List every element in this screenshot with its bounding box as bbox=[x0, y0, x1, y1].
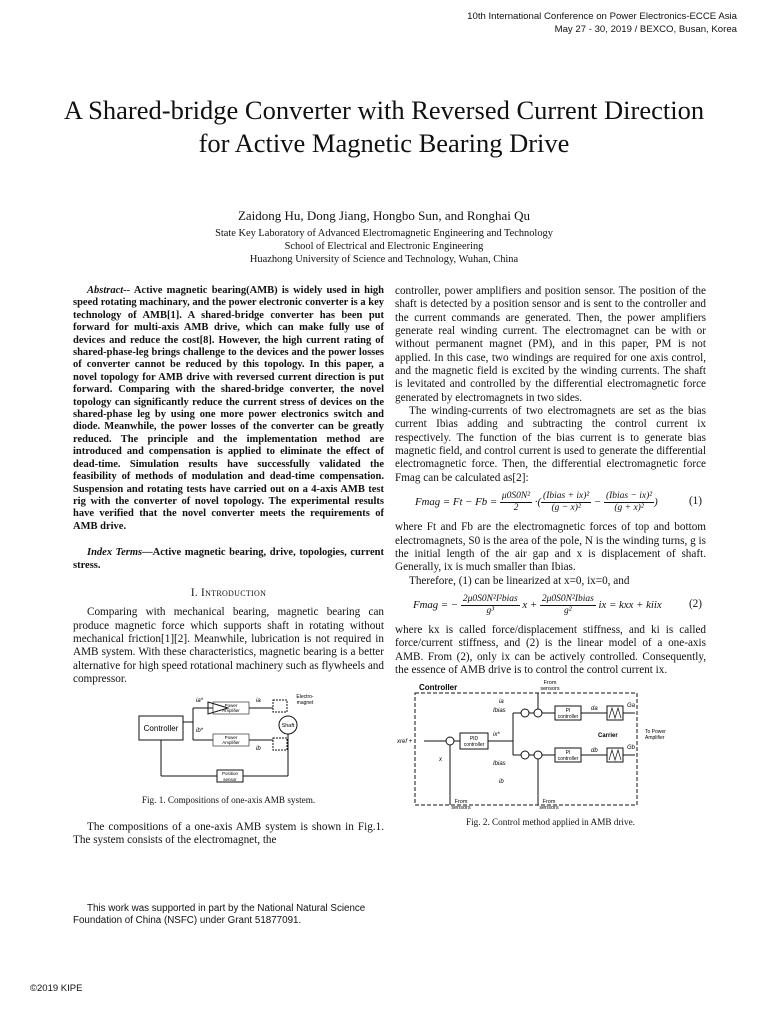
affiliation-line: State Key Laboratory of Advanced Electromagnetic Engineering and Technology bbox=[215, 228, 553, 239]
paper-title: A Shared-bridge Converter with Reversed Current Direction for Active Magnetic Bearing Drive bbox=[63, 95, 705, 158]
intro-paragraph-2: The compositions of a one-axis AMB system is shown in Fig.1. The system consists of the electromagnet, the bbox=[73, 820, 384, 847]
body-paragraph: The winding-currents of two electromagnets are set as the bias current Ibias adding and subtracting the control current ix respectively. The function of the bias current is to generate bias magnetic field, and control current is used to generate the differential electromagnetic force. Then, the differential electromagnetic force Fmag can be calculated as[2]: bbox=[395, 405, 706, 484]
svg-text:Amplifier: Amplifier bbox=[222, 740, 240, 746]
svg-text:xref +: xref + bbox=[397, 739, 413, 746]
svg-text:controller: controller bbox=[557, 756, 579, 763]
sum-junction-icon bbox=[446, 737, 454, 745]
svg-text:Power: Power bbox=[224, 735, 238, 741]
sum-junction-icon bbox=[534, 709, 542, 717]
body-paragraph: Therefore, (1) can be linearized at x=0, ix=0, and bbox=[409, 574, 630, 587]
svg-text:PID: PID bbox=[469, 736, 479, 743]
svg-text:Ibias: Ibias bbox=[493, 761, 506, 768]
svg-text:da: da bbox=[591, 706, 598, 713]
svg-text:ia*: ia* bbox=[196, 698, 204, 705]
svg-text:Ga: Ga bbox=[627, 703, 636, 710]
svg-text:ix*: ix* bbox=[493, 732, 500, 739]
eq1-lhs: Fmag = Ft − Fb = bbox=[415, 496, 498, 509]
affiliation-line: School of Electrical and Electronic Engineering bbox=[284, 241, 484, 252]
svg-text:sensors: sensors bbox=[540, 686, 560, 693]
eq2-lhs: Fmag = − bbox=[413, 598, 459, 611]
svg-text:magnet: magnet bbox=[296, 700, 314, 707]
right-column bbox=[395, 285, 706, 830]
svg-text:x: x bbox=[439, 757, 442, 764]
equation-2: Fmag = − $\frac{\text{2μ0S0N²I²bias}}{\text{g³}}$ x + $\frac{\text{2μ0S0N²Ibias}}{\text{g²}}$ ix = kxx + kiix (2) bbox=[413, 593, 702, 616]
amb-system-diagram bbox=[73, 694, 384, 792]
equation-2-number: (2) bbox=[688, 597, 702, 610]
svg-text:PI: PI bbox=[565, 750, 571, 757]
left-column bbox=[73, 285, 384, 847]
index-terms-label: Index Terms bbox=[87, 547, 143, 559]
body-paragraph: where Ft and Fb are the electromagnetic forces of top and bottom electromagnets, S0 is the area of the pole, N is the winding turns, g is the initial length of the air gap and x is displacement of shaft. Generally, ix is much smaller than Ibias. bbox=[395, 521, 706, 574]
control-method-diagram bbox=[395, 679, 706, 814]
figure-2 bbox=[395, 679, 706, 814]
abstract-text: Active magnetic bearing(AMB) is widely used in high speed rotating machinary, and the power electronic converter is a key technology of AMB[1]. A shared-bridge converter has been put forward for multi-axis AMB drive, which can make fully use of devices and reduce the cost[8]. However, the high current rating of shared-phase-leg brings challenge to the devices and the power losses of converter cannot be reduced by this topology. In this paper, a novel topology for AMB drive with reversed current direction is put forward. Comparing with the shared-bridge converter, the novel topology can significantly reduce the current stress of devices on the shared-phase leg by using one more power electronics switch and diode. Meanwhile, the power losses of the converter can be greatly reduced. The principle and the implementation method are introduced and compensation is applied to eliminate the effect of dead-time. Simulation results have successfully validated the feasibility of methods of modulation and dead-time compensation. Suspension and rotating tests have carried out on a 4-axis AMB test rig with the converter of novel topology. The experimental results have verified that the novel converter meets the requirements of AMB drive. bbox=[73, 285, 384, 532]
affiliation bbox=[60, 227, 708, 266]
figure-1-caption: Fig. 1. Compositions of one-axis AMB system. bbox=[141, 795, 316, 806]
svg-text:ib: ib bbox=[256, 746, 261, 753]
conference-date: May 27 - 30, 2019 / BEXCO, Busan, Korea bbox=[554, 24, 737, 35]
figure-2-caption: Fig. 2. Control method applied in AMB drive. bbox=[466, 817, 635, 828]
index-terms-text: —Active magnetic bearing, drive, topologies, current stress. bbox=[73, 547, 384, 571]
footnote: This work was supported in part by the National Natural Science Foundation of China (NSFC) under Grant 51877091. bbox=[73, 903, 366, 926]
svg-text:Controller: Controller bbox=[419, 683, 458, 693]
svg-text:ib: ib bbox=[499, 779, 504, 786]
equation-1-number: (1) bbox=[688, 495, 702, 508]
svg-text:From: From bbox=[543, 680, 557, 687]
svg-text:sensors: sensors bbox=[539, 805, 559, 812]
body-paragraph: where kx is called force/displacement stiffness, and ki is called force/current stiffness, and (2) is the linear model of a one-axis AMB. From (2), only ix can be actively controlled. Consequently, the essence of AMB drive is to control the control current ix. bbox=[395, 623, 706, 676]
svg-text:sensor: sensor bbox=[223, 777, 237, 783]
svg-text:db: db bbox=[591, 748, 598, 755]
svg-text:Position: Position bbox=[221, 771, 239, 777]
section-heading: I. Introduction bbox=[190, 586, 267, 599]
sum-junction-icon bbox=[521, 709, 529, 717]
equation-1: Fmag = Ft − Fb = $\frac{\text{μ0S0N²}}{2}$ ·( $\frac{\text{(Ibias + ix)²}}{\text{(g − x)²}}$ − $\frac{\text{(Ibias − ix)²}}{\text{(g + x)²}}$ ) (1) bbox=[415, 491, 702, 514]
svg-text:PI: PI bbox=[565, 708, 571, 715]
conference-name: 10th International Conference on Power Electronics-ECCE Asia bbox=[467, 11, 737, 22]
controller-label: Controller bbox=[143, 724, 179, 734]
abstract bbox=[73, 285, 384, 533]
svg-text:To Power: To Power bbox=[645, 729, 666, 736]
svg-text:Carrier: Carrier bbox=[598, 733, 618, 740]
svg-text:ia: ia bbox=[499, 699, 504, 706]
svg-text:ia: ia bbox=[256, 698, 261, 705]
authors: Zaidong Hu, Dong Jiang, Hongbo Sun, and Ronghai Qu bbox=[237, 208, 531, 223]
sum-junction-icon bbox=[534, 751, 542, 759]
figure-1 bbox=[73, 694, 384, 792]
copyright: ©2019 KIPE bbox=[30, 983, 83, 994]
conference-header bbox=[467, 10, 737, 36]
svg-text:Power: Power bbox=[224, 703, 238, 709]
svg-text:ib*: ib* bbox=[196, 728, 204, 735]
svg-text:Gb: Gb bbox=[627, 745, 636, 752]
body-paragraph: controller, power amplifiers and position sensor. The position of the shaft is detected by a position sensor and is sent to the controller and the current commands are generated. Then, the power amplifiers generate real winding current. The electromagnet can be with or without permanent magnet (PM), and in this paper, PM is not applied. In this case, two windings are required for one axis control, and the magnetic field is excited by the winding currents. The shaft is levitated and controlled by the differential electromagnetic force generated by electromagnets in two sides. bbox=[395, 285, 706, 404]
svg-text:sensors: sensors bbox=[451, 805, 471, 812]
sum-junction-icon bbox=[521, 751, 529, 759]
svg-text:Electro-: Electro- bbox=[296, 694, 314, 701]
index-terms bbox=[73, 547, 384, 572]
svg-text:Shaft: Shaft bbox=[281, 723, 295, 730]
affiliation-line: Huazhong University of Science and Technology, Wuhan, China bbox=[249, 254, 519, 265]
intro-paragraph: Comparing with mechanical bearing, magnetic bearing can produce magnetic force which supports shaft in rotating without mechanical friction[1][2]. Meanwhile, lubrication is not required in AMB system. With these characteristics, magnetic bearing is a better alternative for high speed rotational machinery such as flywheels and compressor. bbox=[73, 606, 384, 685]
svg-text:controller: controller bbox=[463, 742, 485, 749]
svg-text:Amplifier: Amplifier bbox=[645, 735, 665, 742]
abstract-label: Abstract-- bbox=[87, 285, 131, 296]
svg-text:From: From bbox=[542, 799, 556, 806]
svg-text:controller: controller bbox=[557, 714, 579, 721]
svg-text:Amplifier: Amplifier bbox=[222, 708, 240, 714]
svg-text:From: From bbox=[454, 799, 468, 806]
svg-text:Ibias: Ibias bbox=[493, 708, 506, 715]
